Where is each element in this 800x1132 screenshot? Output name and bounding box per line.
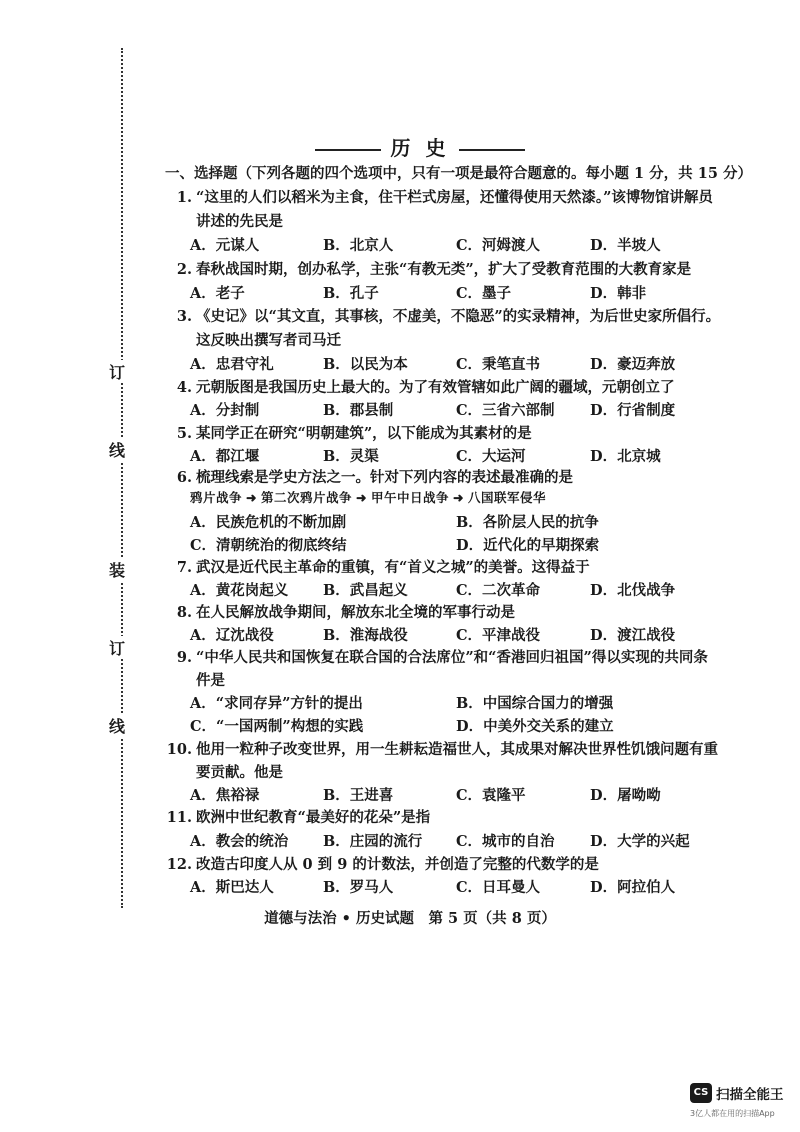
option-c: C．墨子 [456,285,512,302]
title-rule-left [315,149,381,151]
option-c: C．平津战役 [456,627,541,644]
option-c: C．清朝统治的彻底终结 [190,537,347,554]
question-8 [168,601,515,622]
question-11 [160,806,430,827]
option-a: A．焦裕禄 [190,787,260,804]
question-10-cont: 要贡献。他是 [196,764,283,781]
option-a: A．民族危机的不断加剧 [190,514,347,531]
option-a: A．“求同存异”方针的提出 [190,695,363,712]
scanner-watermark [690,1081,790,1121]
question-9 [168,646,708,667]
question-stem: “这里的人们以稻米为主食，住干栏式房屋，还懂得使用天然漆。”该博物馆讲解员 [196,189,713,206]
option-a: A．分封制 [190,402,260,419]
question-stem: 改造古印度人从 0 到 9 的计数法，并创造了完整的代数学的是 [196,856,599,873]
page-title [0,132,800,161]
option-a: A．老子 [190,285,245,302]
binding-char-xian-2: 线 [107,714,127,737]
option-b: B．王进喜 [323,787,394,804]
binding-dotted-line [121,48,123,908]
option-c: C．城市的自治 [456,833,555,850]
option-b: B．罗马人 [323,879,394,896]
page-footer: 道德与法治 • 历史试题 第 5 页（共 8 页） [264,910,556,927]
option-b: B．北京人 [323,237,394,254]
timeline-event: 第二次鸦片战争 [261,490,353,505]
question-3-cont: 这反映出撰写者司马迁 [196,332,341,349]
question-stem: “中华人民共和国恢复在联合国的合法席位”和“香港回归祖国”得以实现的共同条 [196,649,708,666]
option-b: B．淮海战役 [323,627,408,644]
scanner-tagline: 3亿人都在用的扫描App [690,1109,775,1118]
option-c: C．三省六部制 [456,402,555,419]
option-d: D．中美外交关系的建立 [456,718,614,735]
timeline-event: 八国联军侵华 [468,490,547,505]
option-d: D．韩非 [590,285,647,302]
option-b: B．郡县制 [323,402,394,419]
option-a: A．元谋人 [190,237,260,254]
option-b: B．灵渠 [323,448,379,465]
question-number: 5. [176,425,192,442]
question-1-cont: 讲述的先民是 [196,213,283,230]
question-number: 7. [176,559,192,576]
timeline-event: 鸦片战争 [190,490,243,505]
camscanner-logo-icon: CS [690,1083,712,1103]
option-a: A．忠君守礼 [190,356,274,373]
question-number: 3. [176,308,192,325]
question-4 [168,376,675,397]
question-number: 9. [176,649,192,666]
question-3 [168,305,720,326]
question-number: 6. [176,469,192,486]
title-rule-right [459,149,525,151]
question-2 [168,258,691,279]
question-stem: 在人民解放战争期间，解放东北全境的军事行动是 [196,604,515,621]
question-6 [168,466,573,487]
question-stem: 某同学正在研究“明朝建筑”，以下能成为其素材的是 [196,425,532,442]
scanner-app-name: 扫描全能王 [716,1087,784,1103]
option-b: B．中国综合国力的增强 [456,695,614,712]
option-d: D．近代化的早期探索 [456,537,600,554]
arrow-right-icon: ➜ [453,490,464,505]
option-a: A．教会的统治 [190,833,289,850]
option-a: A．斯巴达人 [190,879,274,896]
option-d: D．渡江战役 [590,627,676,644]
option-a: A．黄花岗起义 [190,582,289,599]
question-stem: 《史记》以“其文直，其事核，不虚美，不隐恶”的实录精神，为后世史家所倡行。 [196,308,721,325]
question-5 [168,422,532,443]
question-9-cont: 件是 [196,672,225,689]
binding-char-xian-1: 线 [107,438,127,461]
option-b: B．以民为本 [323,356,408,373]
question-stem: 他用一粒种子改变世界，用一生耕耘造福世人，其成果对解决世界性饥饿问题有重 [196,741,718,758]
option-a: A．都江堰 [190,448,260,465]
option-d: D．大学的兴起 [590,833,690,850]
question-1 [168,186,713,207]
option-c: C．河姆渡人 [456,237,541,254]
section-heading: 一、选择题（下列各题的四个选项中，只有一项是最符合题意的。每小题 1 分，共 15 分） [165,165,752,182]
arrow-right-icon: ➜ [356,490,367,505]
option-c: C．袁隆平 [456,787,526,804]
question-stem: 春秋战国时期，创办私学，主张“有教无类”，扩大了受教育范围的大教育家是 [196,261,692,278]
option-b: B．孔子 [323,285,379,302]
title-text: 历 史 [390,136,450,160]
event-timeline [190,488,546,506]
arrow-right-icon: ➜ [246,490,257,505]
binding-char-zhuang: 装 [107,558,127,581]
option-c: C．秉笔直书 [456,356,541,373]
option-d: D．北京城 [590,448,661,465]
option-c: C．“一国两制”构想的实践 [190,718,364,735]
question-number: 2. [176,261,192,278]
option-c: C．二次革命 [456,582,541,599]
question-number: 12. [166,856,192,873]
question-number: 4. [176,379,192,396]
timeline-event: 甲午中日战争 [371,490,450,505]
question-number: 1. [176,189,192,206]
question-number: 10. [166,741,192,758]
option-d: D．屠呦呦 [590,787,661,804]
option-a: A．辽沈战役 [190,627,274,644]
question-stem: 梳理线索是学史方法之一。针对下列内容的表述最准确的是 [196,469,573,486]
question-10 [160,738,718,759]
question-stem: 武汉是近代民主革命的重镇，有“首义之城”的美誉。这得益于 [196,559,590,576]
binding-char-ding-2: 订 [107,636,127,659]
question-number: 8. [176,604,192,621]
question-number: 11. [166,809,192,826]
question-stem: 元朝版图是我国历史上最大的。为了有效管辖如此广阔的疆域，元朝创立了 [196,379,675,396]
option-c: C．日耳曼人 [456,879,541,896]
option-b: B．武昌起义 [323,582,408,599]
binding-char-ding-1: 订 [107,360,127,383]
option-c: C．大运河 [456,448,526,465]
option-d: D．阿拉伯人 [590,879,676,896]
option-d: D．北伐战争 [590,582,676,599]
option-b: B．各阶层人民的抗争 [456,514,599,531]
question-stem: 欧洲中世纪教育“最美好的花朵”是指 [196,809,431,826]
question-7 [168,556,590,577]
option-d: D．行省制度 [590,402,676,419]
option-b: B．庄园的流行 [323,833,423,850]
option-d: D．半坡人 [590,237,661,254]
question-12 [160,853,599,874]
option-d: D．豪迈奔放 [590,356,676,373]
